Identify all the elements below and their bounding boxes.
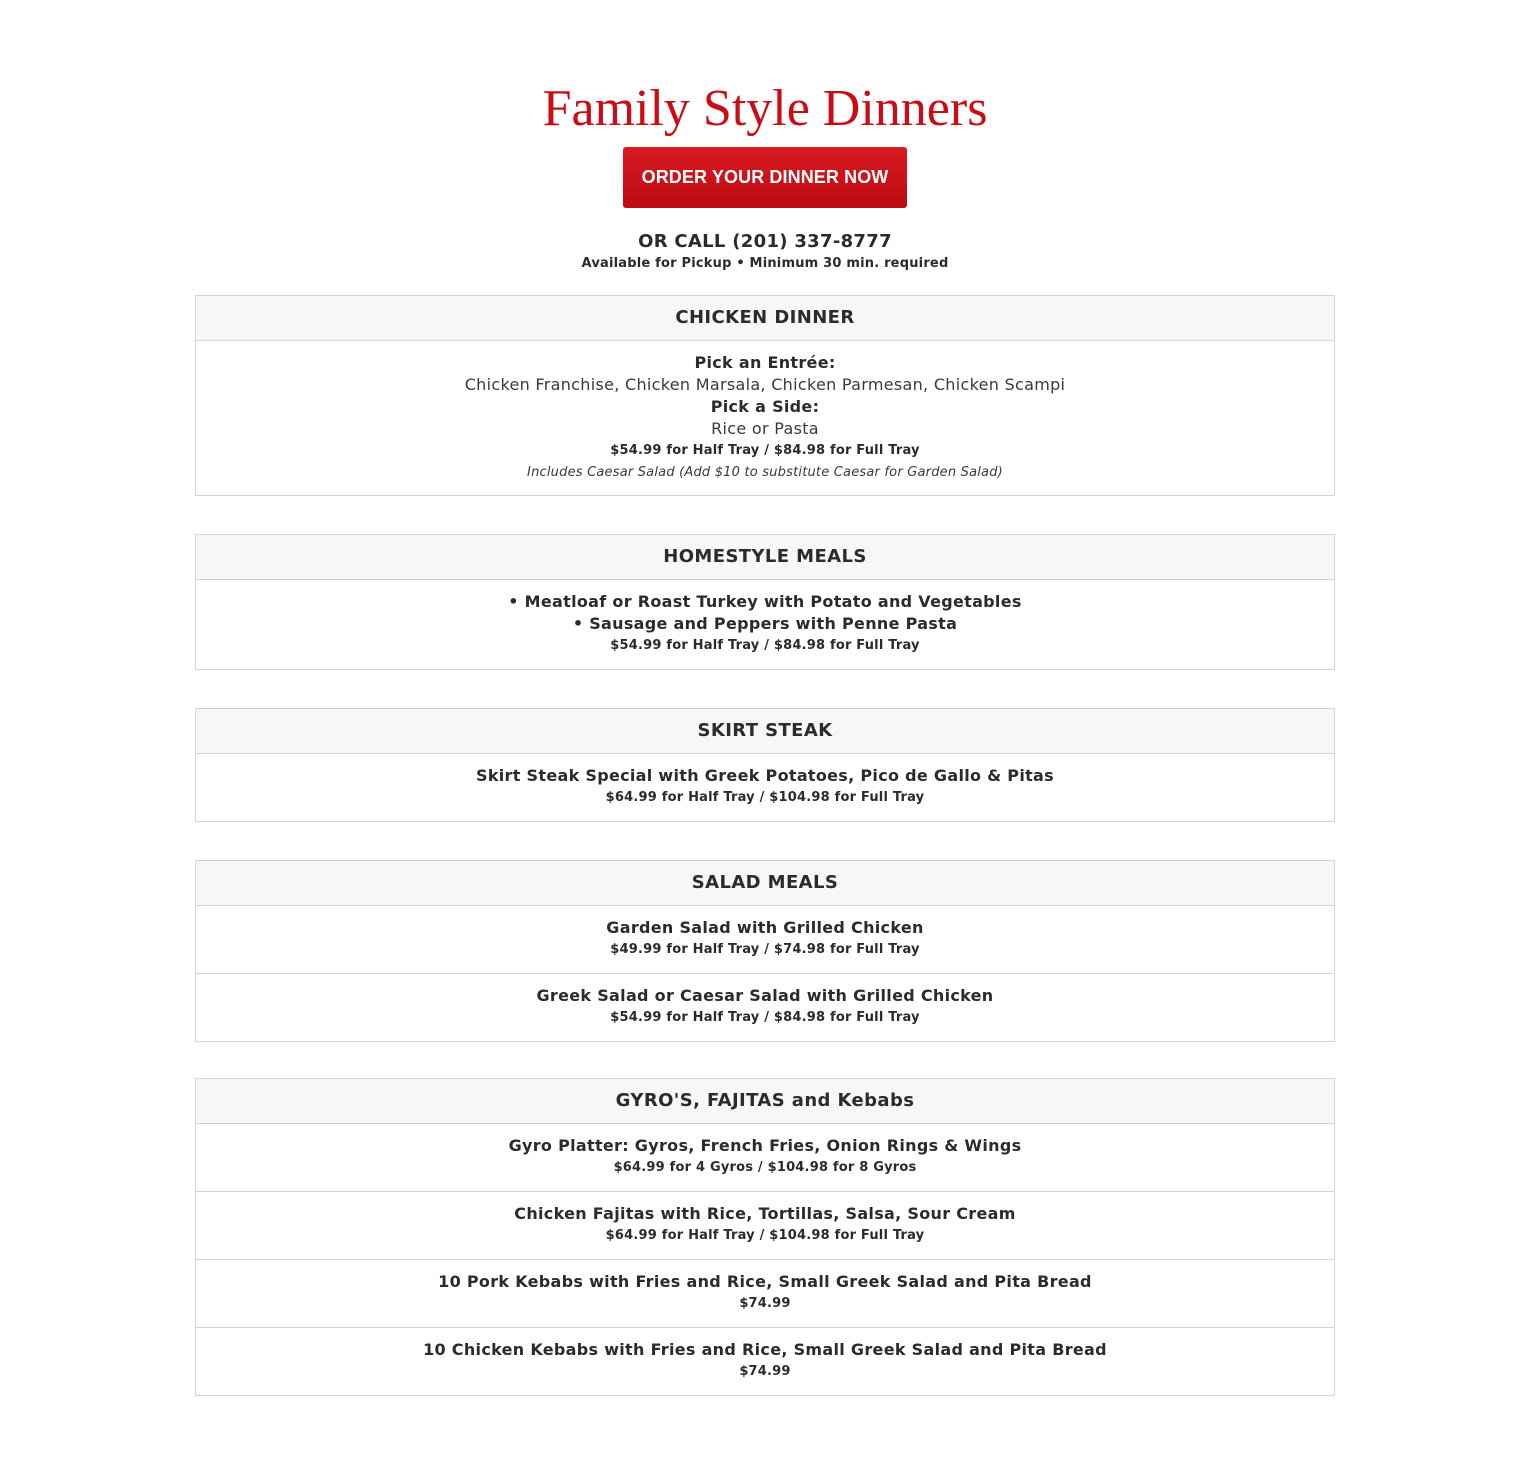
menu-row [196, 973, 1334, 1041]
price-text: $54.99 for Half Tray / $84.98 for Full Tray [610, 443, 920, 458]
entree-label: Pick an Entrée: [694, 353, 836, 372]
menu-item-name: 10 Chicken Kebabs with Fries and Rice, Small Greek Salad and Pita Bread [423, 1340, 1107, 1359]
menu-row [196, 1327, 1334, 1395]
menu-item-name: • Meatloaf or Roast Turkey with Potato and Vegetables [508, 592, 1022, 611]
menu-row [196, 1259, 1334, 1327]
call-line [0, 230, 1530, 254]
availability-note: Available for Pickup • Minimum 30 min. required [581, 256, 949, 271]
menu-row [196, 341, 1334, 495]
gyros-fajitas-kebabs-section [195, 1078, 1335, 1396]
price-text: $64.99 for Half Tray / $104.98 for Full Tray [605, 1228, 925, 1243]
price-text: $54.99 for Half Tray / $84.98 for Full Tray [610, 1010, 920, 1025]
side-options: Rice or Pasta [711, 419, 819, 438]
entree-options: Chicken Franchise, Chicken Marsala, Chicken Parmesan, Chicken Scampi [464, 375, 1066, 394]
menu-row [196, 906, 1334, 973]
menu-item-name: 10 Pork Kebabs with Fries and Rice, Small Greek Salad and Pita Bread [438, 1272, 1092, 1291]
menu-item-name: Gyro Platter: Gyros, French Fries, Onion Rings & Wings [508, 1136, 1022, 1155]
chicken-dinner-section [195, 295, 1335, 496]
section-header: HOMESTYLE MEALS [196, 535, 1334, 580]
section-header: SALAD MEALS [196, 861, 1334, 906]
phone-link[interactable]: OR CALL (201) 337-8777 [638, 231, 892, 252]
salad-note: Includes Caesar Salad (Add $10 to substitute Caesar for Garden Salad) [527, 465, 1003, 480]
salad-meals-section [195, 860, 1335, 1042]
menu-row [196, 754, 1334, 821]
price-text: $54.99 for Half Tray / $84.98 for Full Tray [610, 638, 920, 653]
menu-row [196, 1124, 1334, 1191]
menu-item-name: • Sausage and Peppers with Penne Pasta [572, 614, 958, 633]
menu-item-name: Chicken Fajitas with Rice, Tortillas, Salsa, Sour Cream [514, 1204, 1016, 1223]
menu-row [196, 580, 1334, 669]
price-text: $64.99 for 4 Gyros / $104.98 for 8 Gyros [613, 1160, 917, 1175]
menu-item-name: Skirt Steak Special with Greek Potatoes, Pico de Gallo & Pitas [476, 766, 1054, 785]
price-text: $74.99 [739, 1364, 791, 1379]
page-title: Family Style Dinners [542, 80, 988, 137]
menu-item-name: Greek Salad or Caesar Salad with Grilled Chicken [536, 986, 994, 1005]
homestyle-meals-section [195, 534, 1335, 670]
menu-item-name: Garden Salad with Grilled Chicken [606, 918, 924, 937]
section-header: CHICKEN DINNER [196, 296, 1334, 341]
section-header: GYRO'S, FAJITAS and Kebabs [196, 1079, 1334, 1124]
order-dinner-button[interactable]: ORDER YOUR DINNER NOW [623, 147, 907, 208]
side-label: Pick a Side: [710, 397, 820, 416]
price-text: $49.99 for Half Tray / $74.98 for Full Tray [610, 942, 920, 957]
menu-row [196, 1191, 1334, 1259]
section-header: SKIRT STEAK [196, 709, 1334, 754]
price-text: $74.99 [739, 1296, 791, 1311]
price-text: $64.99 for Half Tray / $104.98 for Full Tray [605, 790, 925, 805]
skirt-steak-section [195, 708, 1335, 822]
